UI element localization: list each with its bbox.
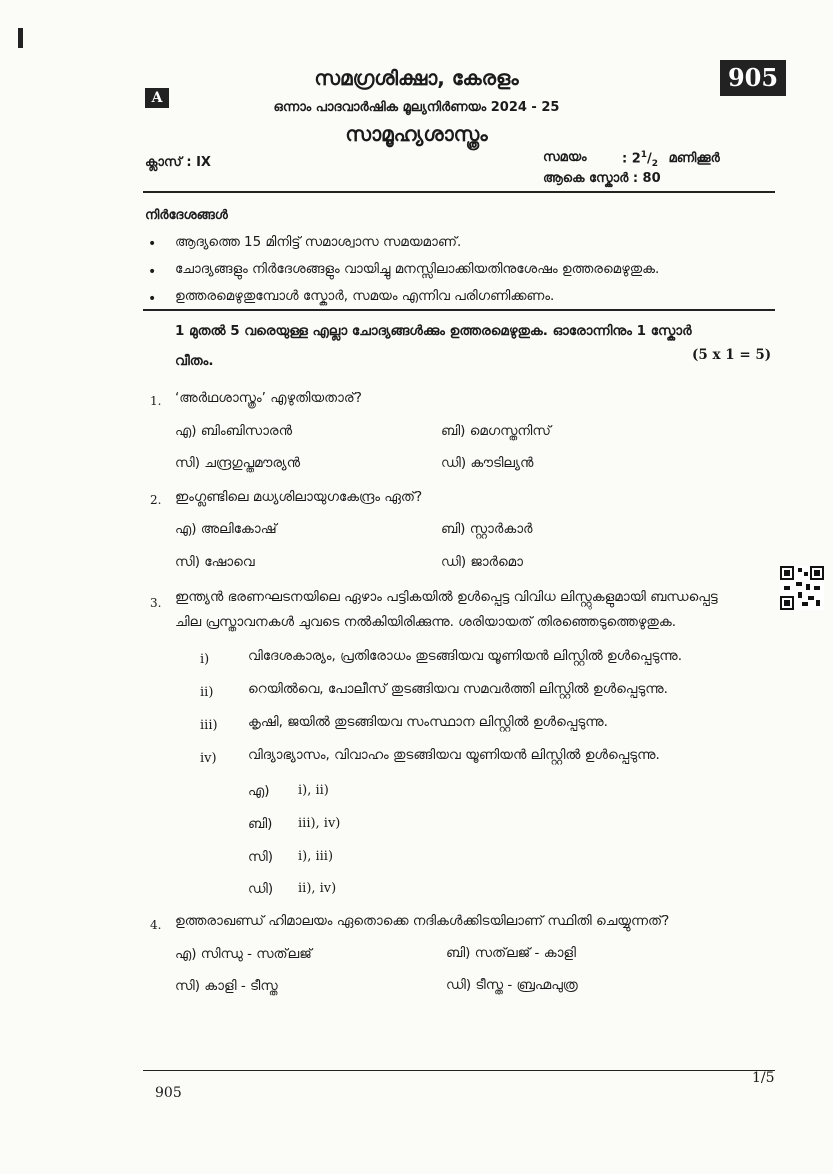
option: ബി) മെഗസ്തനിസ് bbox=[441, 423, 551, 439]
qr-code-icon bbox=[780, 566, 824, 610]
option: സി) ചന്ദ്രഗുപ്തമൗര്യൻ bbox=[175, 455, 300, 471]
choice-label: എ) bbox=[248, 783, 270, 799]
organization-title: സമഗ്രശിക്ഷാ, കേരളം bbox=[314, 66, 519, 90]
paper-code-badge: 905 bbox=[720, 60, 786, 96]
time-value: : $2^1/_2$ മണിക്കൂർ bbox=[622, 150, 720, 169]
choice-label: ബി) bbox=[248, 816, 273, 832]
question-text: ഇംഗ്ലണ്ടിലെ മധ്യശിലായുഗകേന്ദ്രം ഏത്? bbox=[175, 489, 423, 505]
option: സി) ഷോവെ bbox=[175, 554, 255, 570]
footer-paper-code: 905 bbox=[155, 1085, 182, 1101]
subject-title: സാമൂഹ്യശാസ്ത്രം bbox=[345, 122, 488, 146]
question-number: 2. bbox=[150, 493, 162, 507]
question-number: 4. bbox=[150, 918, 162, 932]
option: എ) സിന്ധു - സത്‌ലജ് bbox=[175, 946, 312, 962]
choice-value: iii), iv) bbox=[298, 816, 341, 831]
scan-mark bbox=[18, 28, 23, 48]
bullet: • bbox=[148, 291, 157, 307]
option: ഡി) കൗടില്യൻ bbox=[441, 455, 534, 471]
statement-number: iii) bbox=[200, 718, 218, 733]
question-text: ഇന്ത്യൻ ഭരണഘടനയിലെ ഏഴാം പട്ടികയിൽ ഉൾപ്പെട്ട വിവിധ ലിസ്റ്റുകളുമായി ബന്ധപ്പെട്ട bbox=[175, 589, 718, 605]
instructions-divider bbox=[143, 309, 775, 311]
question-text: ‘അർഥശാസ്ത്രം’ എഴുതിയതാര്? bbox=[175, 390, 362, 406]
bullet: • bbox=[148, 264, 157, 280]
time-label: സമയം bbox=[543, 150, 587, 165]
statement-text: വിദ്യാഭ്യാസം, വിവാഹം തുടങ്ങിയവ യൂണിയൻ ലിസ്റ്റിൽ ഉൾപ്പെടുന്നു. bbox=[248, 747, 660, 763]
statement-number: iv) bbox=[200, 751, 217, 766]
choice-value: i), iii) bbox=[298, 849, 334, 864]
instruction-item: ആദ്യത്തെ 15 മിനിട്ട് സമാശ്വാസ സമയമാണ്. bbox=[175, 234, 462, 250]
section-instruction-cont: വീതം. bbox=[175, 353, 214, 369]
bullet: • bbox=[148, 236, 157, 252]
statement-text: വിദേശകാര്യം, പ്രതിരോധം തുടങ്ങിയവ യൂണിയൻ ലിസ്റ്റിൽ ഉൾപ്പെടുന്നു. bbox=[248, 648, 682, 664]
option: ബി) സത്‌ലജ് - കാളി bbox=[446, 945, 576, 961]
statement-text: റെയിൽവെ, പോലീസ് തുടങ്ങിയവ സമവർത്തി ലിസ്റ്റിൽ ഉൾപ്പെടുന്നു. bbox=[248, 681, 668, 697]
option: ഡി) ടീസ്ത - ബ്രഹ്മപുത്ര bbox=[446, 977, 578, 993]
option: എ) അലികോഷ് bbox=[175, 521, 277, 537]
header-divider bbox=[143, 191, 775, 193]
question-number: 3. bbox=[150, 596, 162, 610]
choice-label: സി) bbox=[248, 849, 273, 865]
question-text: ഉത്തരാഖണ്ഡ് ഹിമാലയം ഏതൊക്കെ നദികൾക്കിടയിലാണ് സ്ഥിതി ചെയ്യുന്നത്? bbox=[175, 913, 670, 929]
instructions-title: നിർദേശങ്ങൾ bbox=[145, 208, 228, 223]
option: സി) കാളി - ടീസ്ത bbox=[175, 978, 278, 994]
option: എ) ബിംബിസാരൻ bbox=[175, 423, 293, 439]
statement-text: കൃഷി, ജയിൽ തുടങ്ങിയവ സംസ്ഥാന ലിസ്റ്റിൽ ഉൾപ്പെടുന്നു. bbox=[248, 714, 608, 730]
total-score: ആകെ സ്കോർ : 80 bbox=[543, 171, 661, 186]
choice-value: ii), iv) bbox=[298, 881, 337, 896]
choice-label: ഡി) bbox=[248, 881, 274, 897]
instruction-item: ചോദ്യങ്ങളും നിർദേശങ്ങളും വായിച്ചു മനസ്സിലാക്കിയതിനുശേഷം ഉത്തരമെഴുതുക. bbox=[175, 261, 660, 277]
set-label-badge: A bbox=[145, 88, 169, 108]
page-number: 1/5 bbox=[752, 1070, 775, 1086]
instruction-item: ഉത്തരമെഴുതുമ്പോൾ സ്കോർ, സമയം എന്നിവ പരിഗണിക്കണം. bbox=[175, 288, 555, 304]
section-marks: (5 x 1 = 5) bbox=[692, 347, 772, 363]
class-label: ക്ലാസ് : IX bbox=[145, 155, 211, 170]
option: ഡി) ജാർമൊ bbox=[441, 554, 523, 570]
question-text-cont: ചില പ്രസ്താവനകൾ ചുവടെ നൽകിയിരിക്കുന്നു. ശരിയായത് തിരഞ്ഞെടുത്തെഴുതുക. bbox=[175, 614, 677, 630]
footer-divider bbox=[143, 1070, 775, 1071]
question-number: 1. bbox=[150, 394, 162, 408]
option: ബി) സ്റ്റാർകാർ bbox=[441, 521, 533, 537]
statement-number: ii) bbox=[200, 685, 214, 700]
exam-title: ഒന്നാം പാദവാർഷിക മൂല്യനിർണയം 2024 - 25 bbox=[273, 100, 560, 115]
choice-value: i), ii) bbox=[298, 783, 329, 798]
section-instruction: 1 മുതൽ 5 വരെയുള്ള എല്ലാ ചോദ്യങ്ങൾക്കും ഉത്തരമെഴുതുക. ഓരോന്നിനും 1 സ്കോർ bbox=[175, 323, 692, 339]
statement-number: i) bbox=[200, 652, 210, 667]
